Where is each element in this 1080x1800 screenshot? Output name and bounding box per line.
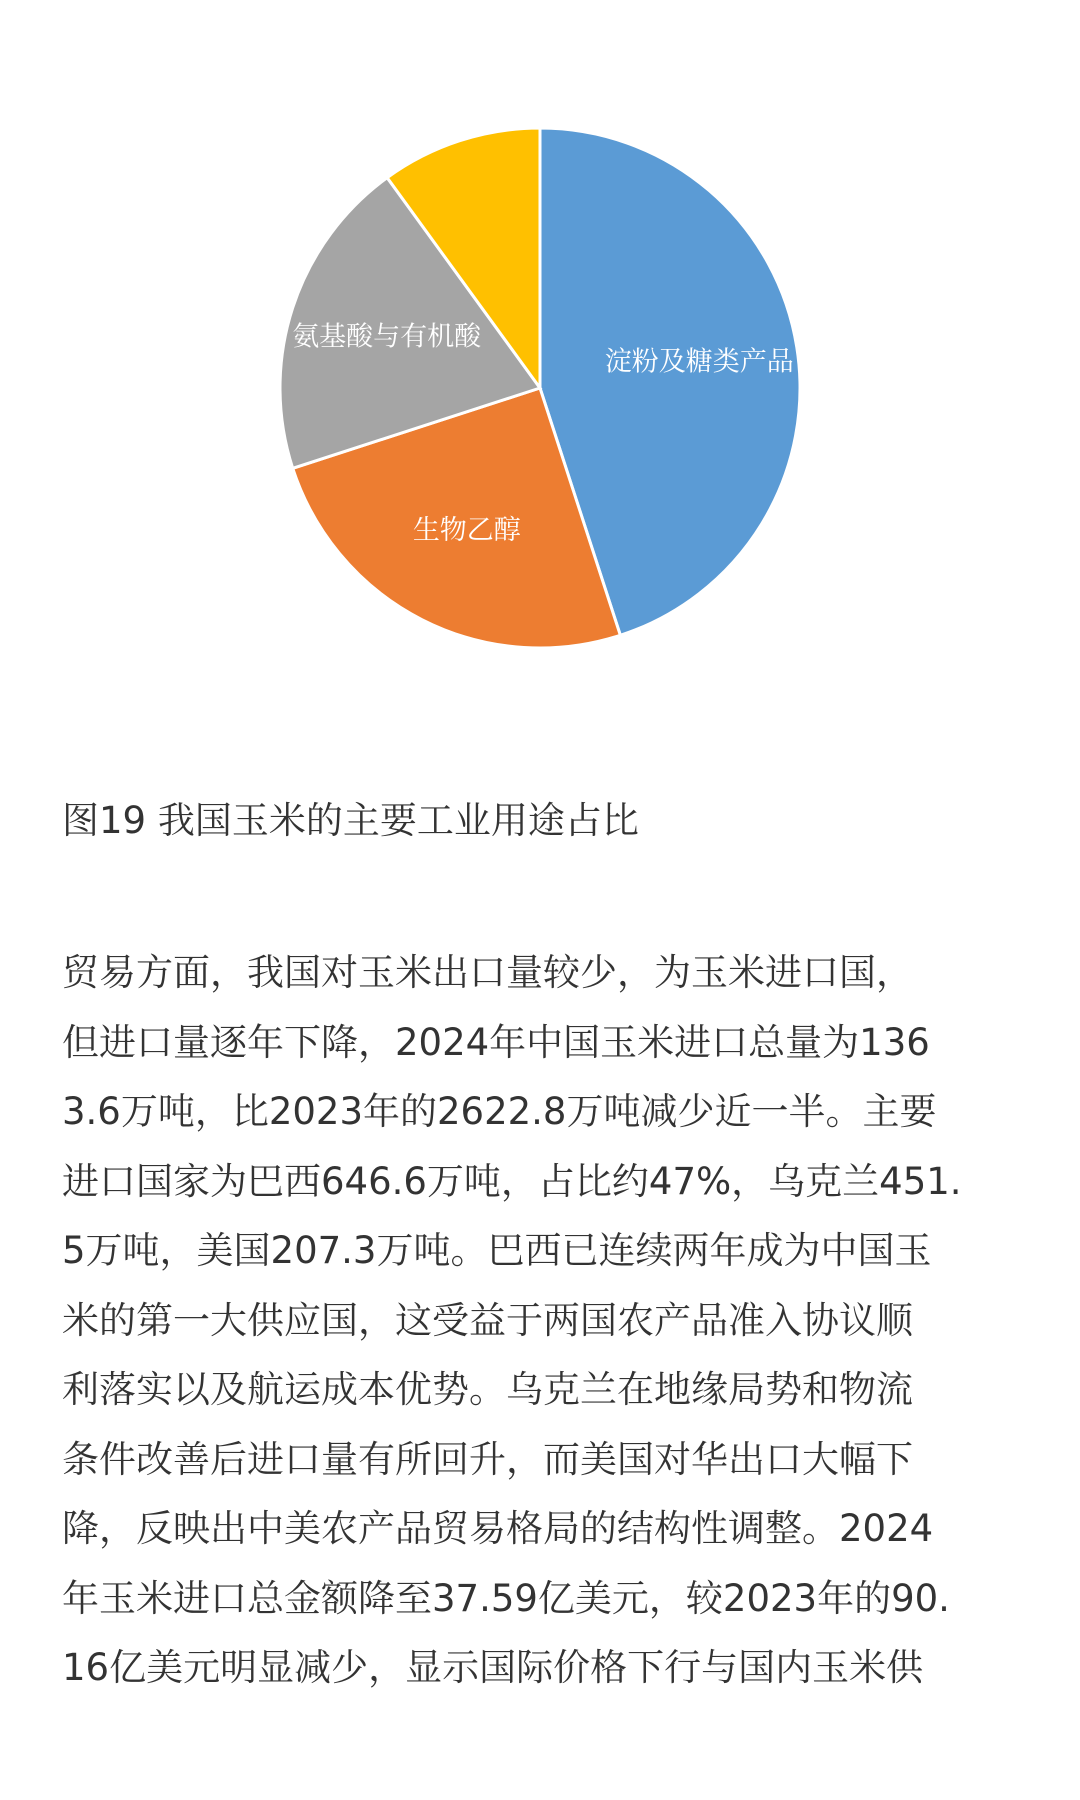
body-line: 16亿美元明显减少，显示国际价格下行与国内玉米供 — [62, 1646, 924, 1689]
pie-chart — [0, 0, 1080, 760]
figure-caption: 图19 我国玉米的主要工业用途占比 — [62, 799, 639, 842]
pie-slice-label-0: 淀粉及糖类产品 — [604, 346, 794, 378]
body-line: 利落实以及航运成本优势。乌克兰在地缘局势和物流 — [62, 1368, 913, 1411]
pie-slice-label-2: 氨基酸与有机酸 — [292, 321, 482, 353]
body-line: 贸易方面，我国对玉米出口量较少，为玉米进口国， — [62, 951, 913, 994]
body-paragraph — [62, 938, 1022, 1703]
body-line: 5万吨，美国207.3万吨。巴西已连续两年成为中国玉 — [62, 1229, 932, 1272]
pie-slices — [280, 128, 800, 648]
body-line: 但进口量逐年下降，2024年中国玉米进口总量为136 — [62, 1020, 930, 1064]
body-line: 进口国家为巴西646.6万吨，占比约47%，乌克兰451. — [62, 1159, 962, 1203]
body-line: 年玉米进口总金额降至37.59亿美元，较2023年的90. — [62, 1576, 950, 1620]
body-line: 条件改善后进口量有所回升，而美国对华出口大幅下 — [62, 1437, 913, 1481]
body-line: 米的第一大供应国，这受益于两国农产品准入协议顺 — [62, 1298, 913, 1342]
pie-slice-label-1: 生物乙醇 — [412, 515, 521, 547]
body-line: 3.6万吨，比2023年的2622.8万吨减少近一半。主要 — [62, 1090, 937, 1133]
body-line: 降，反映出中美农产品贸易格局的结构性调整。2024 — [62, 1507, 934, 1550]
